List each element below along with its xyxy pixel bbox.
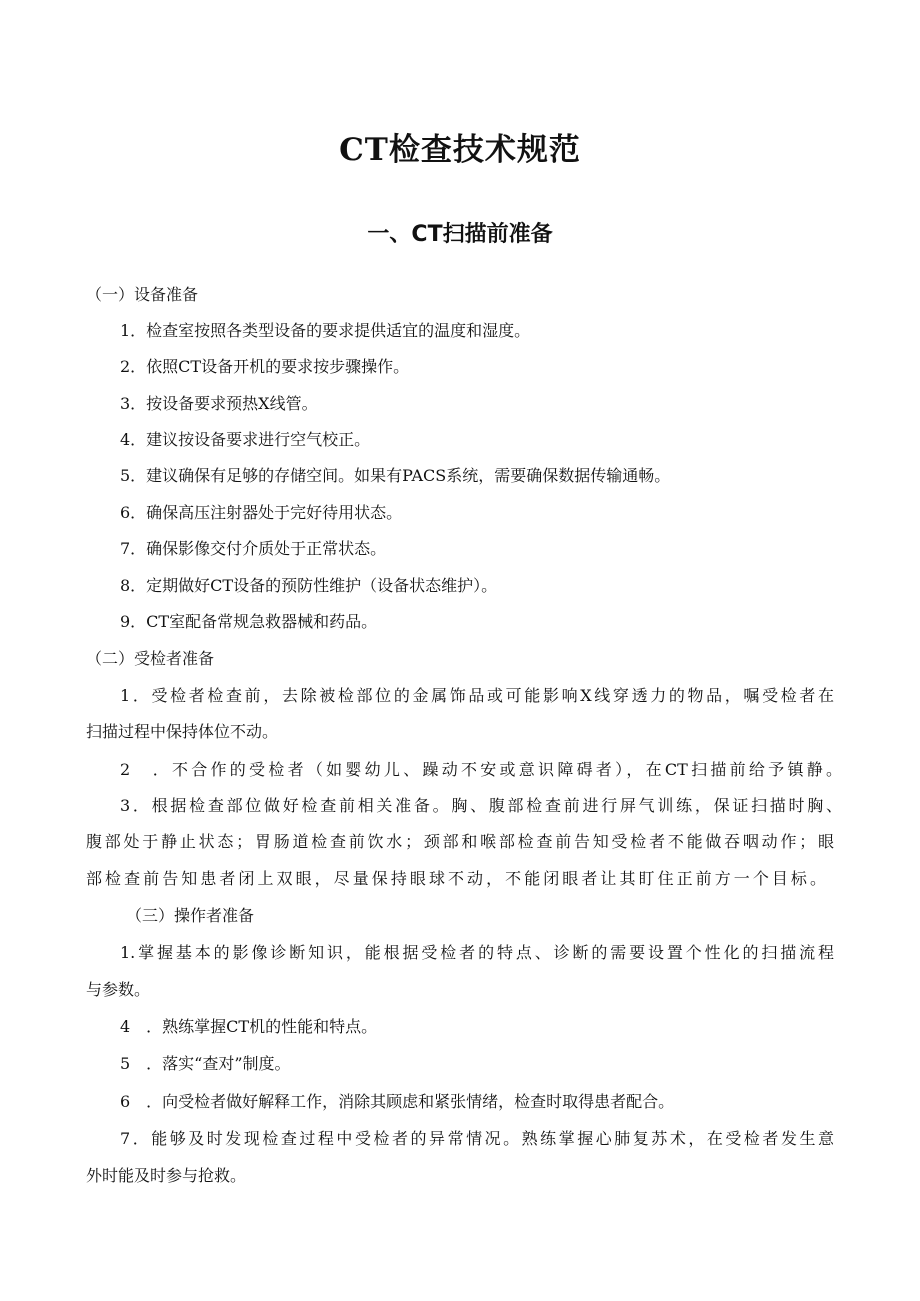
list-item: 4．建议按设备要求进行空气校正。 — [120, 430, 371, 449]
paragraph-line: 2 ．不合作的受检者（如婴幼儿、躁动不安或意识障碍者），在CT扫描前给予镇静。 — [120, 760, 842, 779]
paragraph-line: 外时能及时参与抢救。 — [86, 1166, 247, 1185]
document-title: CT检查技术规范 — [339, 132, 581, 168]
list-item: 3．按设备要求预热X线管。 — [120, 394, 318, 413]
list-item: 5 ．落实“查对”制度。 — [120, 1054, 291, 1073]
list-item: 1．检查室按照各类型设备的要求提供适宜的温度和湿度。 — [120, 321, 531, 340]
subsection-heading-operator: （三）操作者准备 — [126, 906, 255, 925]
paragraph-line: 1.掌握基本的影像诊断知识，能根据受检者的特点、诊断的需要设置个性化的扫描流程 — [120, 943, 834, 962]
paragraph-line: 1．受检者检查前，去除被检部位的金属饰品或可能影响X线穿透力的物品，嘱受检者在 — [120, 686, 834, 705]
list-item: 4 ．熟练掌握CT机的性能和特点。 — [120, 1017, 378, 1036]
paragraph-line: 与参数。 — [86, 980, 151, 999]
paragraph-line: 部检查前告知患者闭上双眼，尽量保持眼球不动，不能闭眼者让其盯住正前方一个目标。 — [86, 869, 826, 888]
list-item: 6．确保高压注射器处于完好待用状态。 — [120, 503, 403, 522]
section-heading: 一、CT扫描前准备 — [367, 222, 553, 247]
list-item: 5．建议确保有足够的存储空间。如果有PACS系统，需要确保数据传输通畅。 — [120, 466, 671, 485]
list-item: 6 ．向受检者做好解释工作，消除其顾虑和紧张情绪，检查时取得患者配合。 — [120, 1092, 675, 1111]
paragraph-line: 7．能够及时发现检查过程中受检者的异常情况。熟练掌握心肺复苏术，在受检者发生意 — [120, 1129, 834, 1148]
paragraph-line: 腹部处于静止状态；胃肠道检查前饮水；颈部和喉部检查前告知受检者不能做吞咽动作；眼 — [86, 832, 834, 851]
subsection-heading-patient: （二）受检者准备 — [86, 649, 215, 668]
list-item: 2．依照CT设备开机的要求按步骤操作。 — [120, 357, 410, 376]
paragraph-line: 扫描过程中保持体位不动。 — [86, 722, 279, 741]
list-item: 9．CT室配备常规急救器械和药品。 — [120, 612, 378, 631]
list-item: 7．确保影像交付介质处于正常状态。 — [120, 539, 387, 558]
list-item: 8．定期做好CT设备的预防性维护（设备状态维护）。 — [120, 576, 498, 595]
paragraph-line: 3．根据检查部位做好检查前相关准备。胸、腹部检查前进行屏气训练，保证扫描时胸、 — [120, 796, 842, 815]
subsection-heading-equipment: （一）设备准备 — [86, 285, 199, 304]
